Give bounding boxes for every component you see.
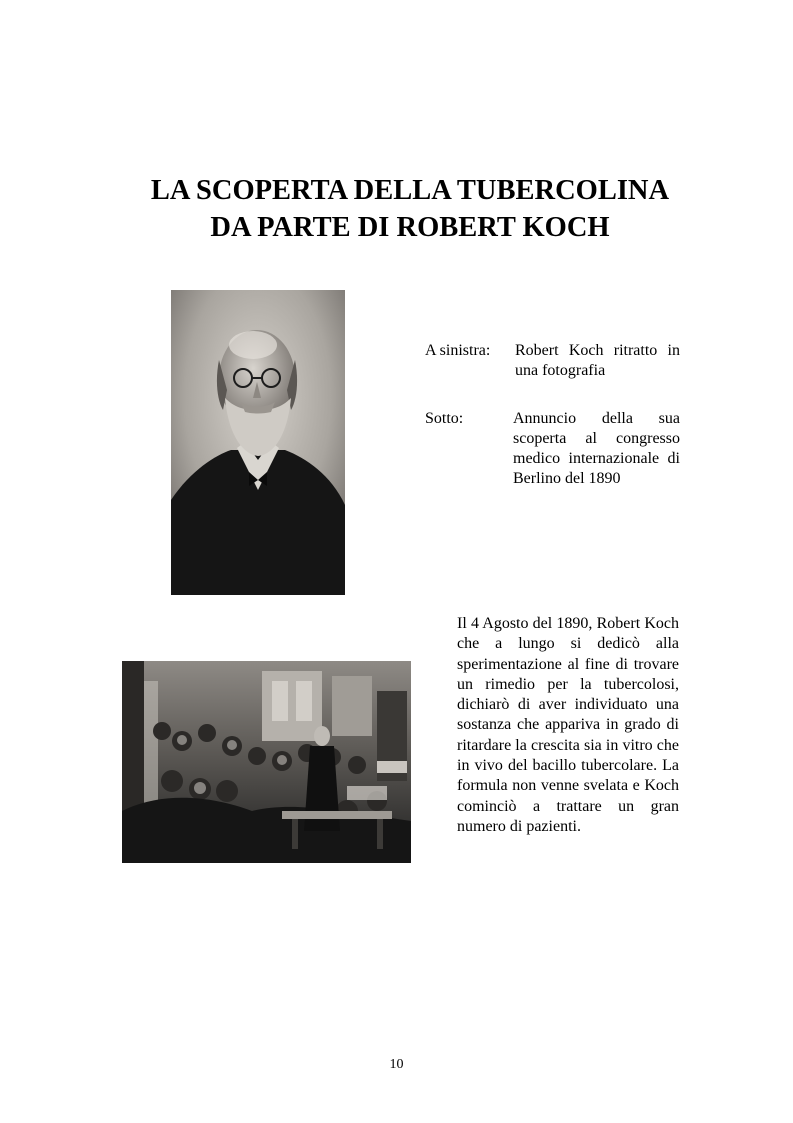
congress-announcement-engraving bbox=[122, 661, 411, 863]
robert-koch-portrait-photo bbox=[171, 290, 345, 595]
page-title bbox=[100, 172, 720, 246]
caption-label: Sotto: bbox=[425, 410, 464, 427]
body-paragraph: Il 4 Agosto del 1890, Robert Koch che a lungo si dedicò alla sperimentazione al fine di trovare un rimedio per la tubercolosi, dichiarò di aver individuato una sostanza che appariva in grado di ritardare la crescita sia in vitro che in vivo del bacillo tubercolare. La formula non venne svelata e Koch cominciò a trattare un gran numero di pazienti. bbox=[457, 615, 679, 835]
caption-text: Robert Koch ritratto in una fotografia bbox=[515, 342, 680, 379]
caption-label: A sinistra: bbox=[425, 342, 491, 359]
page-number: 10 bbox=[389, 1057, 404, 1072]
caption-text: Annuncio della sua scoperta al congresso medico internazionale di Berlino del 1890 bbox=[513, 410, 680, 487]
title-line-1: LA SCOPERTA DELLA TUBERCOLINA bbox=[150, 175, 670, 206]
title-line-2: DA PARTE DI ROBERT KOCH bbox=[210, 212, 610, 243]
